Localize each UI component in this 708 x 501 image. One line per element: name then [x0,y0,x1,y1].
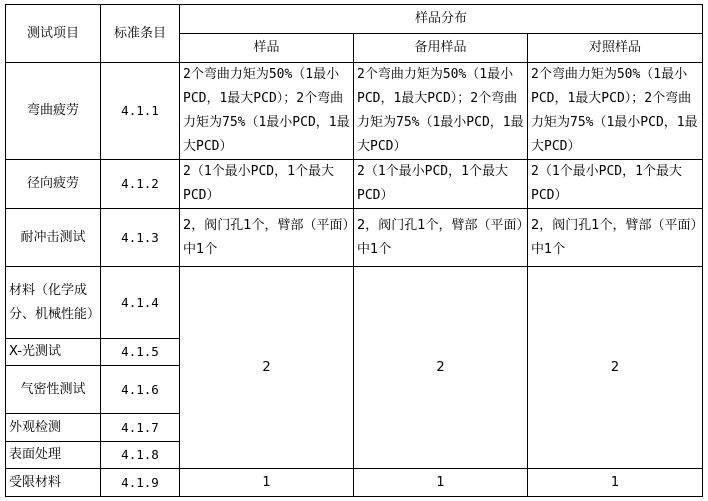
row-clause: 4.1.4 [101,267,180,339]
row-clause: 4.1.9 [101,469,180,497]
row-clause: 4.1.3 [101,209,180,267]
table-row [6,160,703,209]
test-sample-table [5,4,703,497]
merged-spare-cell: 2 [354,267,528,469]
row-control-cell: 2，阀门孔1个，臂部（平面）中1个 [528,209,703,267]
merged-sample-cell: 2 [180,267,354,469]
header-sample: 样品 [180,34,354,63]
row-sample-cell: 2（1个最小PCD，1个最大PCD） [180,160,354,209]
row-sample-cell: 1 [180,469,354,497]
row-sample-cell: 2个弯曲力矩为50%（1最小PCD，1最大PCD）；2个弯曲力矩为75%（1最小PCD，1最大PCD） [180,63,354,160]
table-row [6,267,703,339]
row-sample-cell: 2，阀门孔1个，臂部（平面）中1个 [180,209,354,267]
table-row [6,209,703,267]
row-test-item: 表面处理 [6,442,101,469]
row-clause: 4.1.1 [101,63,180,160]
row-clause: 4.1.7 [101,414,180,442]
header-standard-clause: 标准条目 [101,5,180,63]
header-control-sample: 对照样品 [528,34,703,63]
row-test-item: X-光测试 [6,339,101,366]
row-spare-cell: 2（1个最小PCD，1个最大PCD） [354,160,528,209]
row-clause: 4.1.8 [101,442,180,469]
table-row [6,63,703,160]
row-clause: 4.1.2 [101,160,180,209]
table-row [6,469,703,497]
row-spare-cell: 2，阀门孔1个，臂部（平面）中1个 [354,209,528,267]
row-clause: 4.1.6 [101,366,180,414]
row-spare-cell: 1 [354,469,528,497]
row-test-item: 受限材料 [6,469,101,497]
header-test-item: 测试项目 [6,5,101,63]
row-spare-cell: 2个弯曲力矩为50%（1最小PCD，1最大PCD）；2个弯曲力矩为75%（1最小PCD，1最大PCD） [354,63,528,160]
row-test-item: 外观检测 [6,414,101,442]
header-spare-sample: 备用样品 [354,34,528,63]
row-test-item: 材料（化学成分、机械性能） [6,267,101,339]
row-test-item: 耐冲击测试 [6,209,101,267]
header-sample-distribution: 样品分布 [180,5,703,34]
row-test-item: 气密性测试 [6,366,101,414]
header-row-1 [6,5,703,34]
row-clause: 4.1.5 [101,339,180,366]
row-control-cell: 2个弯曲力矩为50%（1最小PCD，1最大PCD）；2个弯曲力矩为75%（1最小PCD，1最大PCD） [528,63,703,160]
row-test-item: 径向疲劳 [6,160,101,209]
row-test-item: 弯曲疲劳 [6,63,101,160]
row-control-cell: 2（1个最小PCD，1个最大PCD） [528,160,703,209]
merged-control-cell: 2 [528,267,703,469]
row-control-cell: 1 [528,469,703,497]
